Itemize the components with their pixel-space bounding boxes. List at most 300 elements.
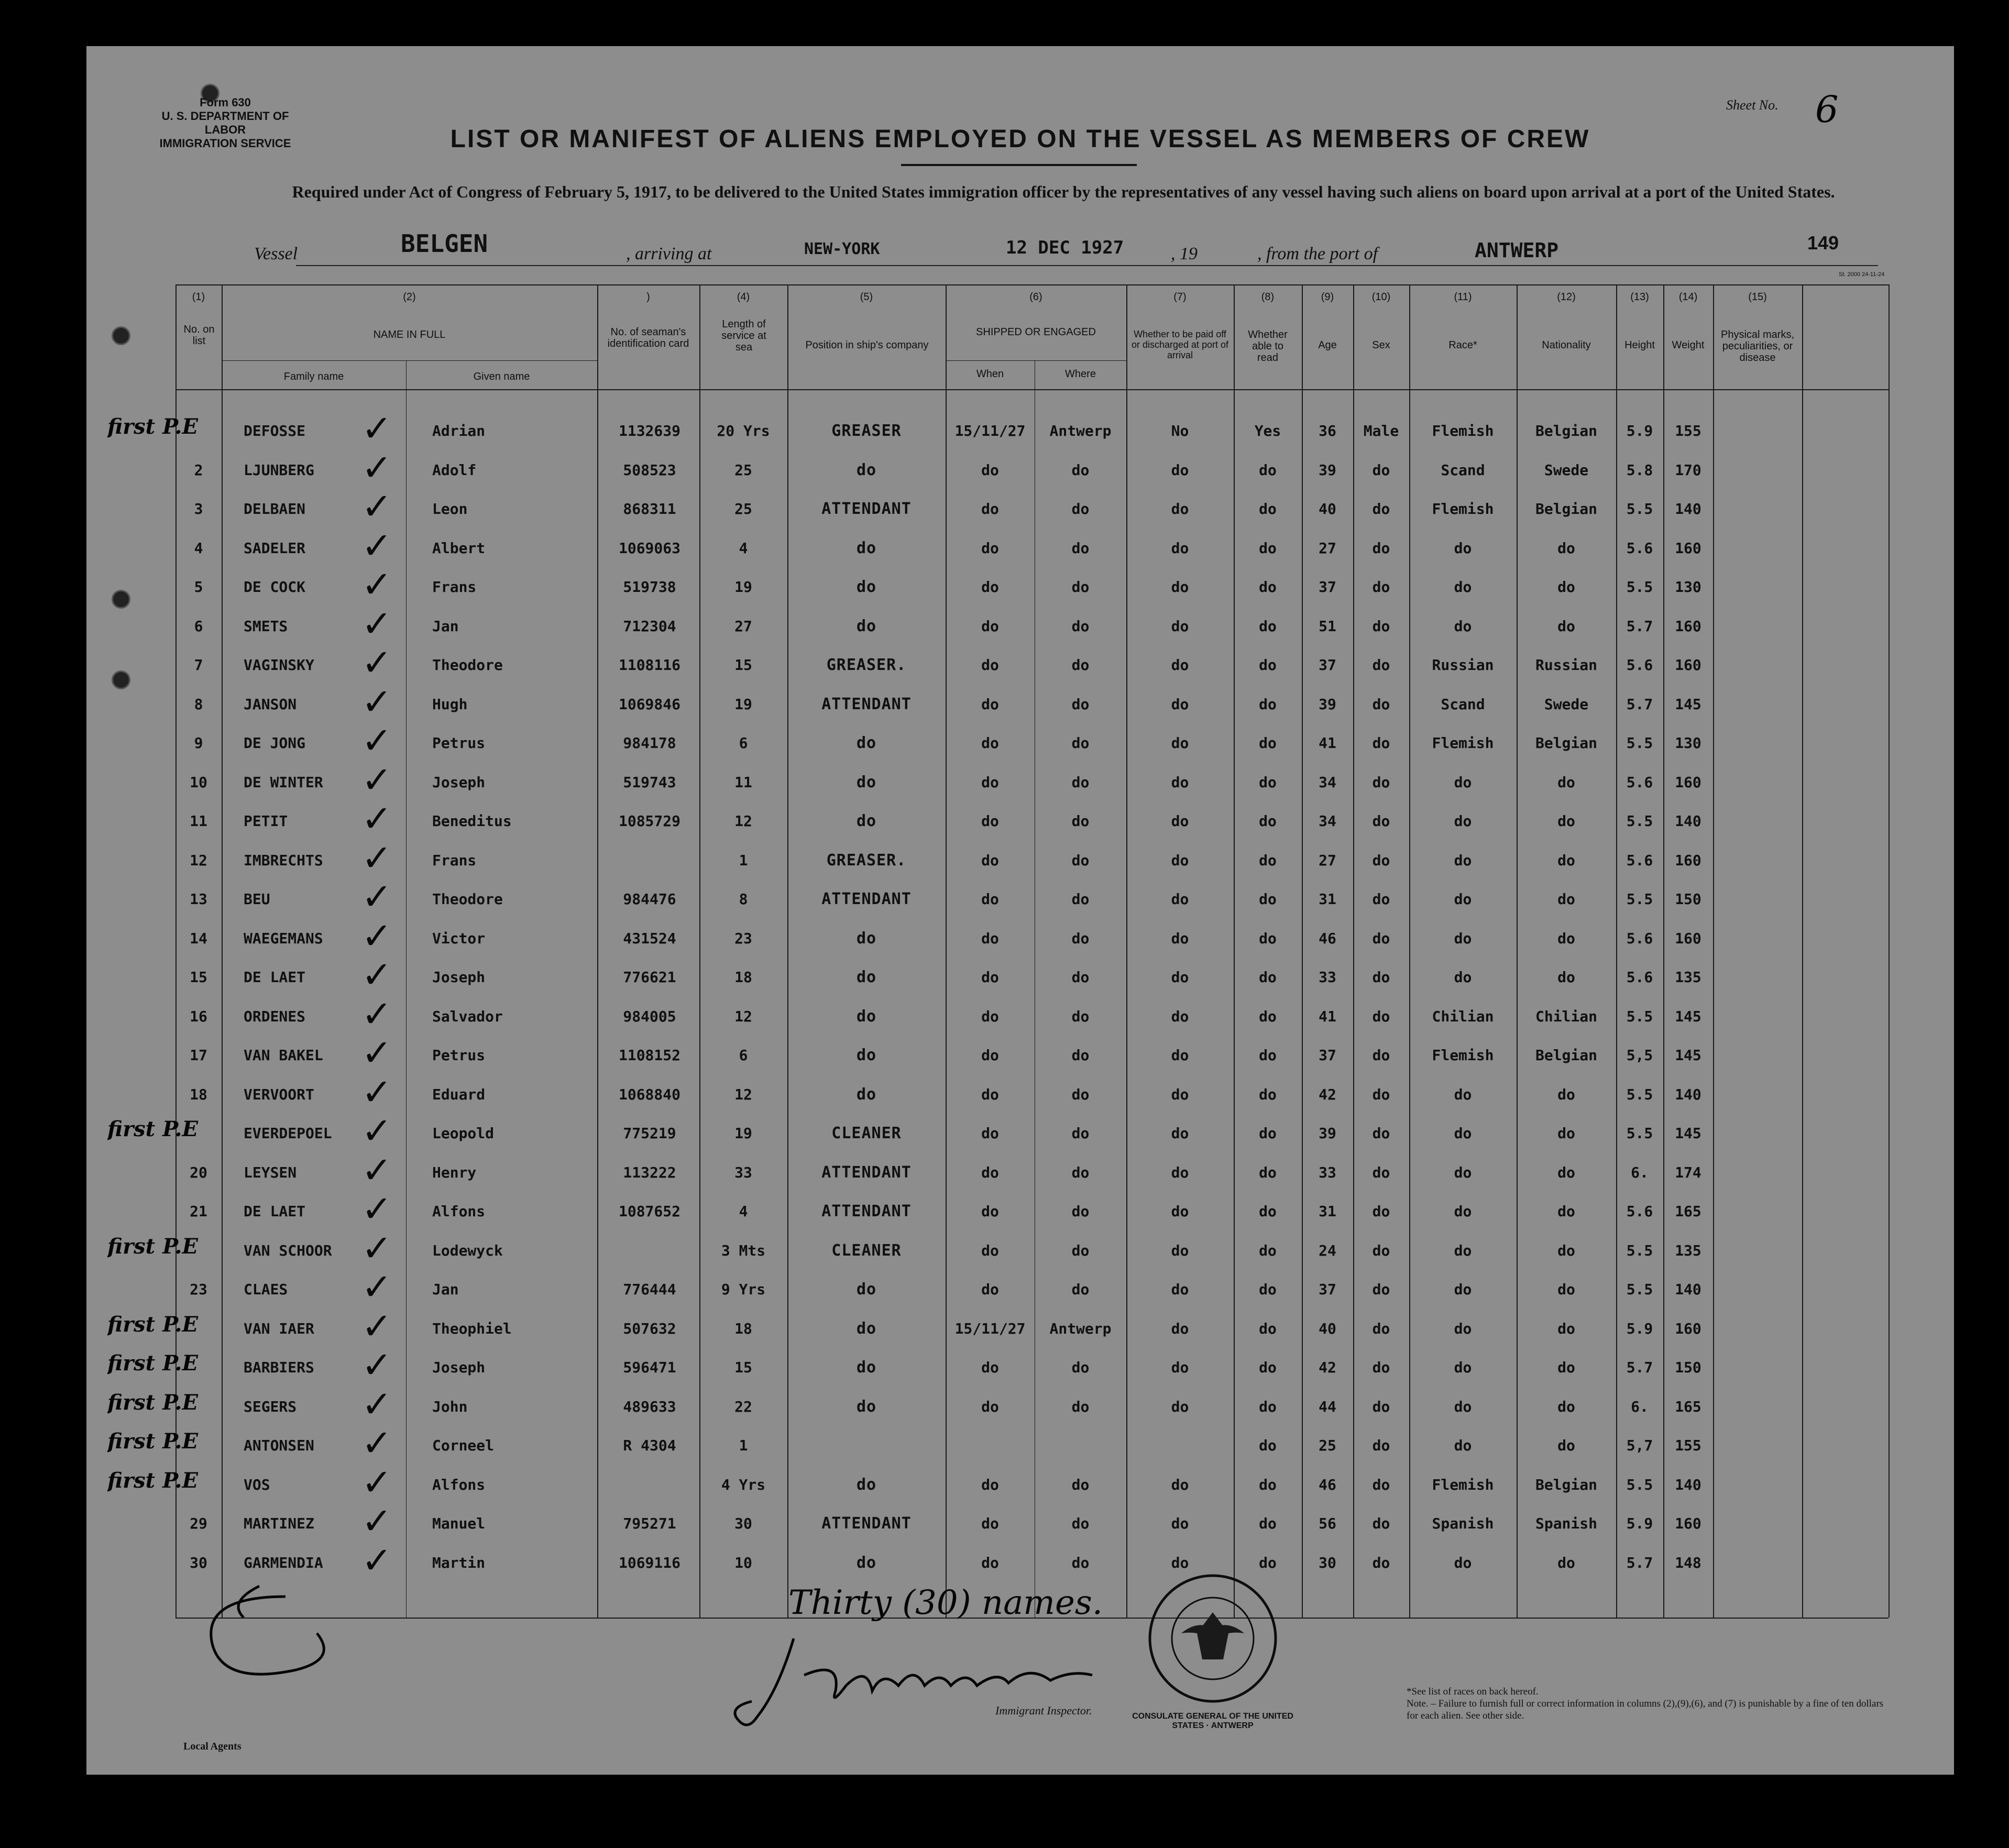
colhead-given-name: Given name — [473, 371, 530, 382]
cell-race: do — [1454, 1281, 1472, 1298]
cell-height: 5.5 — [1626, 578, 1653, 596]
table-row — [86, 920, 1954, 957]
cell-height: 5.7 — [1626, 696, 1653, 713]
checkmark-icon: ✓ — [361, 491, 392, 527]
cell-age: 41 — [1319, 734, 1336, 752]
cell-weight: 160 — [1675, 1320, 1701, 1337]
cell-family-name: SEGERS — [244, 1398, 297, 1415]
cell-family-name: ORDENES — [244, 1008, 306, 1025]
cell-race: do — [1454, 1359, 1472, 1376]
cell-sex: Male — [1363, 422, 1399, 439]
cell-height: 5.5 — [1626, 734, 1653, 752]
cell-where: do — [1071, 578, 1090, 596]
cell-family-name: LJUNBERG — [244, 461, 314, 479]
cell-age: 34 — [1319, 812, 1336, 830]
cell-sex: do — [1372, 618, 1390, 635]
cell-nationality: Belgian — [1535, 422, 1597, 439]
cell-given-name: Jan — [432, 1281, 459, 1298]
cell-nationality: do — [1557, 930, 1575, 947]
cell-height: 5,7 — [1626, 1437, 1653, 1454]
cell-able-read: do — [1259, 656, 1277, 674]
cell-no: 8 — [194, 696, 203, 713]
cell-height: 5.6 — [1626, 774, 1653, 791]
table-row — [86, 569, 1954, 606]
cell-nationality: do — [1557, 1125, 1575, 1142]
cell-able-read: do — [1259, 1320, 1277, 1337]
cell-position: GREASER. — [826, 656, 907, 674]
cell-where: do — [1071, 1242, 1090, 1259]
cell-weight: 160 — [1675, 540, 1701, 557]
cell-paid-off: do — [1171, 1554, 1189, 1571]
cell-no: 30 — [190, 1554, 207, 1571]
cell-able-read: do — [1259, 1437, 1277, 1454]
colnum-10: (10) — [1371, 291, 1391, 303]
cell-when: do — [981, 1515, 999, 1532]
cell-weight: 160 — [1675, 656, 1701, 674]
cell-race: do — [1454, 1320, 1472, 1337]
cell-family-name: DE LAET — [244, 969, 306, 986]
cell-nationality: Russian — [1535, 656, 1597, 674]
cell-nationality: do — [1557, 1320, 1575, 1337]
cell-race: Flemish — [1432, 1047, 1494, 1064]
cell-id-card — [600, 1233, 699, 1269]
table-row — [86, 764, 1954, 801]
cell-height: 5.6 — [1626, 656, 1653, 674]
checkmark-icon: ✓ — [361, 1115, 392, 1152]
cell-sex: do — [1372, 461, 1390, 479]
cell-paid-off: do — [1171, 890, 1189, 908]
cell-paid-off: do — [1171, 1008, 1189, 1025]
cell-given-name: Theophiel — [432, 1320, 512, 1337]
cell-where: do — [1071, 930, 1090, 947]
cell-family-name: BEU — [244, 890, 270, 908]
cell-given-name: Lodewyck — [432, 1242, 503, 1259]
margin-note: first P.E — [107, 1234, 198, 1259]
cell-able-read: do — [1259, 1047, 1277, 1064]
cell-able-read: do — [1259, 774, 1277, 791]
table-row — [86, 413, 1954, 449]
margin-note: first P.E — [107, 1351, 198, 1376]
cell-family-name: CLAES — [244, 1281, 288, 1298]
cell-when: do — [981, 1476, 999, 1493]
margin-note: first P.E — [107, 414, 198, 439]
cell-given-name: Corneel — [432, 1437, 495, 1454]
cell-id-card — [600, 1467, 699, 1503]
cell-id-card: 508523 — [623, 461, 676, 479]
cell-family-name: SMETS — [244, 618, 288, 635]
margin-note: first P.E — [107, 1468, 198, 1493]
cell-family-name: ANTONSEN — [244, 1437, 314, 1454]
cell-paid-off: do — [1171, 540, 1189, 557]
cell-id-card: 1132639 — [618, 422, 680, 439]
colhead-physical: Physical marks, peculiarities, or disease — [1720, 329, 1795, 364]
cell-when: do — [981, 969, 999, 986]
cell-service: 9 Yrs — [721, 1281, 766, 1298]
cell-where: do — [1071, 1281, 1090, 1298]
cell-no: 29 — [190, 1515, 207, 1532]
cell-no: 6 — [194, 618, 203, 635]
cell-position: GREASER — [831, 422, 902, 440]
cell-service: 8 — [739, 890, 748, 908]
colnum-13: (13) — [1630, 291, 1649, 303]
cell-age: 34 — [1319, 774, 1336, 791]
cell-race: do — [1454, 812, 1472, 830]
cell-service: 19 — [734, 696, 752, 713]
cell-nationality: do — [1557, 1281, 1575, 1298]
cell-race: do — [1454, 890, 1472, 908]
table-row — [86, 1037, 1954, 1074]
cell-height: 5.9 — [1626, 422, 1653, 439]
cell-race: Flemish — [1432, 422, 1494, 439]
cell-id-card: 431524 — [623, 930, 676, 947]
cell-sex: do — [1372, 1047, 1390, 1064]
checkmark-icon: ✓ — [361, 1505, 392, 1542]
checkmark-icon: ✓ — [361, 959, 392, 996]
cell-sex: do — [1372, 930, 1390, 947]
checkmark-icon: ✓ — [361, 569, 392, 606]
cell-paid-off: do — [1171, 1242, 1189, 1259]
cell-sex: do — [1372, 969, 1390, 986]
cell-id-card: 1069063 — [618, 540, 680, 557]
cell-paid-off: do — [1171, 1515, 1189, 1532]
cell-paid-off: do — [1171, 618, 1189, 635]
cell-service: 22 — [734, 1398, 752, 1415]
cell-when — [946, 1427, 1035, 1464]
arrival-port: NEW-YORK — [804, 240, 880, 258]
cell-able-read: do — [1259, 890, 1277, 908]
cell-where: do — [1071, 1515, 1090, 1532]
cell-race: do — [1454, 852, 1472, 869]
cell-given-name: Jan — [432, 618, 459, 635]
inspector-label: Immigrant Inspector. — [995, 1704, 1092, 1717]
cell-family-name: SADELER — [244, 540, 306, 557]
colnum-7: (7) — [1173, 291, 1187, 303]
cell-weight: 165 — [1675, 1203, 1701, 1220]
cell-position: GREASER. — [826, 851, 907, 870]
cell-height: 5.6 — [1626, 930, 1653, 947]
cell-no: 12 — [190, 852, 207, 869]
arrival-date: 12 DEC 1927 — [1006, 237, 1124, 258]
cell-height: 6. — [1631, 1164, 1649, 1181]
cell-age: 51 — [1319, 618, 1336, 635]
cell-position: do — [856, 1007, 877, 1026]
cell-sex: do — [1372, 500, 1390, 518]
cell-sex: do — [1372, 734, 1390, 752]
cell-race: Chilian — [1432, 1008, 1494, 1025]
cell-when: do — [981, 1203, 999, 1220]
cell-service: 25 — [734, 500, 752, 518]
handwritten-loop — [181, 1565, 401, 1707]
cell-height: 5.5 — [1626, 1125, 1653, 1142]
colnum-1: (1) — [192, 291, 205, 303]
cell-when: do — [981, 1554, 999, 1571]
cell-paid-off: do — [1171, 812, 1189, 830]
colhead-length-service: Length of service at sea — [721, 318, 766, 353]
cell-where — [1035, 1427, 1126, 1464]
cell-weight: 145 — [1675, 1008, 1701, 1025]
cell-where: do — [1071, 1554, 1090, 1571]
cell-weight: 150 — [1675, 1359, 1701, 1376]
cell-id-card: 489633 — [623, 1398, 676, 1415]
cell-given-name: Frans — [432, 852, 477, 869]
cell-sex: do — [1372, 1203, 1390, 1220]
cell-when: do — [981, 734, 999, 752]
cell-service: 25 — [734, 461, 752, 479]
checkmark-icon: ✓ — [361, 1076, 392, 1113]
cell-weight: 140 — [1675, 1476, 1701, 1493]
cell-race: do — [1454, 930, 1472, 947]
cell-when: do — [981, 890, 999, 908]
cell-paid-off: No — [1171, 422, 1189, 439]
cell-race: do — [1454, 1242, 1472, 1259]
cell-service: 33 — [734, 1164, 752, 1181]
cell-race: do — [1454, 1164, 1472, 1181]
cell-position: CLEANER — [831, 1241, 902, 1260]
table-row — [86, 1389, 1954, 1425]
cell-no: 5 — [194, 578, 203, 596]
cell-height: 5.9 — [1626, 1515, 1653, 1532]
cell-family-name: DE JONG — [244, 734, 306, 752]
form-code: St. 2000 24-11-24 — [1839, 271, 1885, 278]
cell-family-name: VOS — [244, 1476, 270, 1493]
cell-position: do — [856, 1085, 877, 1104]
checkmark-icon: ✓ — [361, 842, 392, 879]
cell-sex: do — [1372, 578, 1390, 596]
cell-where: do — [1071, 1203, 1090, 1220]
cell-weight: 160 — [1675, 618, 1701, 635]
cell-where: do — [1071, 696, 1090, 713]
cell-no: 9 — [194, 734, 203, 752]
checkmark-icon: ✓ — [361, 1311, 392, 1347]
cell-no: 7 — [194, 656, 203, 674]
cell-weight: 145 — [1675, 1125, 1701, 1142]
cell-given-name: Manuel — [432, 1515, 486, 1532]
table-row — [86, 530, 1954, 567]
cell-when: do — [981, 1359, 999, 1376]
cell-id-card: 1085729 — [618, 812, 680, 830]
colhead-nationality: Nationality — [1542, 339, 1591, 351]
cell-paid-off: do — [1171, 1203, 1189, 1220]
cell-sex: do — [1372, 1242, 1390, 1259]
cell-height: 5.8 — [1626, 461, 1653, 479]
cell-position: do — [856, 578, 877, 596]
cell-service: 12 — [734, 1086, 752, 1103]
cell-id-card: 984178 — [623, 734, 676, 752]
cell-weight: 148 — [1675, 1554, 1701, 1571]
cell-service: 1 — [739, 1437, 748, 1454]
cell-nationality: Belgian — [1535, 734, 1597, 752]
cell-service: 11 — [734, 774, 752, 791]
checkmark-icon: ✓ — [361, 1154, 392, 1191]
cell-when: do — [981, 812, 999, 830]
cell-when: do — [981, 1008, 999, 1025]
cell-where: do — [1071, 774, 1090, 791]
cell-id-card: 113222 — [623, 1164, 676, 1181]
cell-age: 25 — [1319, 1437, 1336, 1454]
checkmark-icon: ✓ — [361, 1233, 392, 1269]
cell-where: do — [1071, 1164, 1090, 1181]
cell-sex: do — [1372, 1515, 1390, 1532]
cell-where: do — [1071, 1125, 1090, 1142]
cell-paid-off: do — [1171, 656, 1189, 674]
cell-no: 4 — [194, 540, 203, 557]
cell-weight: 135 — [1675, 969, 1701, 986]
cell-age: 40 — [1319, 500, 1336, 518]
cell-family-name: DE WINTER — [244, 774, 323, 791]
cell-sex: do — [1372, 1398, 1390, 1415]
cell-paid-off: do — [1171, 930, 1189, 947]
cell-nationality: Belgian — [1535, 1476, 1597, 1493]
cell-where: do — [1071, 540, 1090, 557]
cell-race: Flemish — [1432, 734, 1494, 752]
cell-paid-off: do — [1171, 1164, 1189, 1181]
cell-nationality: do — [1557, 1398, 1575, 1415]
cell-sex: do — [1372, 540, 1390, 557]
cell-nationality: do — [1557, 812, 1575, 830]
cell-able-read: do — [1259, 1086, 1277, 1103]
checkmark-icon: ✓ — [361, 1349, 392, 1386]
margin-note: first P.E — [107, 1312, 198, 1337]
table-row — [86, 1467, 1954, 1503]
cell-family-name: PETIT — [244, 812, 288, 830]
checkmark-icon: ✓ — [361, 920, 392, 957]
cell-id-card: 1087652 — [618, 1203, 680, 1220]
cell-sex: do — [1372, 1359, 1390, 1376]
cell-nationality: Swede — [1544, 461, 1589, 479]
cell-height: 5.7 — [1626, 1359, 1653, 1376]
cell-able-read: do — [1259, 1281, 1277, 1298]
cell-nationality: Spanish — [1535, 1515, 1597, 1532]
cell-able-read: do — [1259, 1125, 1277, 1142]
cell-when: do — [981, 618, 999, 635]
cell-race: do — [1454, 578, 1472, 596]
colnum-3: ) — [646, 291, 650, 303]
cell-age: 31 — [1319, 890, 1336, 908]
cell-where: do — [1071, 852, 1090, 869]
checkmark-icon: ✓ — [361, 608, 392, 645]
cell-service: 3 Mts — [721, 1242, 766, 1259]
cell-height: 5.5 — [1626, 1242, 1653, 1259]
cell-family-name: GARMENDIA — [244, 1554, 323, 1571]
cell-age: 27 — [1319, 852, 1336, 869]
table-row — [86, 1115, 1954, 1152]
colnum-5: (5) — [860, 291, 873, 303]
cell-race: Flemish — [1432, 1476, 1494, 1493]
checkmark-icon: ✓ — [361, 1271, 392, 1308]
checkmark-icon: ✓ — [361, 647, 392, 684]
sheet-label: Sheet No. — [1726, 97, 1779, 113]
cell-sex: do — [1372, 1125, 1390, 1142]
cell-where: do — [1071, 812, 1090, 830]
cell-family-name: VAN IAER — [244, 1320, 314, 1337]
colnum-11: (11) — [1454, 291, 1472, 303]
cell-able-read: do — [1259, 500, 1277, 518]
cell-service: 18 — [734, 1320, 752, 1337]
cell-able-read: do — [1259, 461, 1277, 479]
cell-position: do — [856, 1280, 877, 1299]
cell-age: 39 — [1319, 461, 1336, 479]
cell-id-card: 1108116 — [618, 656, 680, 674]
footnote-penalty: Note. – Failure to furnish full or correct information in columns (2),(9),(6), and (7) is punishable by a fine of ten dollars for each alien. See other side. — [1407, 1698, 1884, 1721]
cell-weight: 160 — [1675, 930, 1701, 947]
cell-paid-off: do — [1171, 969, 1189, 986]
cell-weight: 145 — [1675, 1047, 1701, 1064]
cell-height: 5.5 — [1626, 500, 1653, 518]
cell-weight: 155 — [1675, 422, 1701, 439]
cell-able-read: do — [1259, 930, 1277, 947]
cell-family-name: WAEGEMANS — [244, 930, 323, 947]
cell-service: 4 — [739, 540, 748, 557]
cell-id-card: 776621 — [623, 969, 676, 986]
cell-position: ATTENDANT — [821, 890, 912, 908]
cell-height: 5.7 — [1626, 1554, 1653, 1571]
cell-able-read: do — [1259, 1476, 1277, 1493]
table-row — [86, 1505, 1954, 1542]
cell-family-name: MARTINEZ — [244, 1515, 314, 1532]
cell-given-name: Salvador — [432, 1008, 503, 1025]
cell-height: 5.5 — [1626, 890, 1653, 908]
cell-when: do — [981, 540, 999, 557]
cell-where: do — [1071, 1398, 1090, 1415]
cell-id-card: 775219 — [623, 1125, 676, 1142]
cell-id-card: 596471 — [623, 1359, 676, 1376]
cell-race: do — [1454, 1554, 1472, 1571]
cell-paid-off: do — [1171, 1476, 1189, 1493]
cell-given-name: John — [432, 1398, 468, 1415]
cell-given-name: Petrus — [432, 1047, 486, 1064]
cell-race: do — [1454, 1125, 1472, 1142]
cell-nationality: Swede — [1544, 696, 1589, 713]
cell-able-read: do — [1259, 1515, 1277, 1532]
cell-given-name: Alfons — [432, 1476, 486, 1493]
consulate-seal — [1145, 1570, 1281, 1707]
checkmark-icon: ✓ — [361, 764, 392, 801]
cell-able-read: do — [1259, 1008, 1277, 1025]
cell-family-name: DEFOSSE — [244, 422, 306, 439]
cell-height: 5.5 — [1626, 1008, 1653, 1025]
cell-given-name: Albert — [432, 540, 486, 557]
table-row — [86, 998, 1954, 1035]
cell-given-name: Adrian — [432, 422, 486, 439]
table-row — [86, 1154, 1954, 1191]
cell-nationality: do — [1557, 1164, 1575, 1181]
cell-weight: 155 — [1675, 1437, 1701, 1454]
margin-note: first P.E — [107, 1117, 198, 1141]
colhead-weight: Weight — [1672, 339, 1705, 351]
cell-age: 37 — [1319, 578, 1336, 596]
cell-able-read: do — [1259, 696, 1277, 713]
cell-height: 5.6 — [1626, 540, 1653, 557]
cell-where: do — [1071, 969, 1090, 986]
cell-position: do — [856, 734, 877, 752]
cell-nationality: Belgian — [1535, 500, 1597, 518]
cell-age: 40 — [1319, 1320, 1336, 1337]
cell-given-name: Hugh — [432, 696, 468, 713]
colnum-2: (2) — [403, 291, 416, 303]
cell-service: 18 — [734, 969, 752, 986]
cell-able-read: do — [1259, 1554, 1277, 1571]
colnum-12: (12) — [1557, 291, 1576, 303]
page-subtitle: Required under Act of Congress of February 5, 1917, to be delivered to the United States immigration officer by the representatives of any vessel having such aliens on board upon arrival at a port of the United States. — [292, 182, 1835, 201]
cell-position: do — [856, 1554, 877, 1572]
cell-where: do — [1071, 1047, 1090, 1064]
crew-table-body — [86, 46, 1954, 1775]
cell-position: do — [856, 1046, 877, 1064]
sheet-number: 6 — [1815, 88, 1839, 131]
checkmark-icon: ✓ — [361, 1427, 392, 1464]
cell-given-name: Henry — [432, 1164, 477, 1181]
colnum-8: (8) — [1261, 291, 1275, 303]
